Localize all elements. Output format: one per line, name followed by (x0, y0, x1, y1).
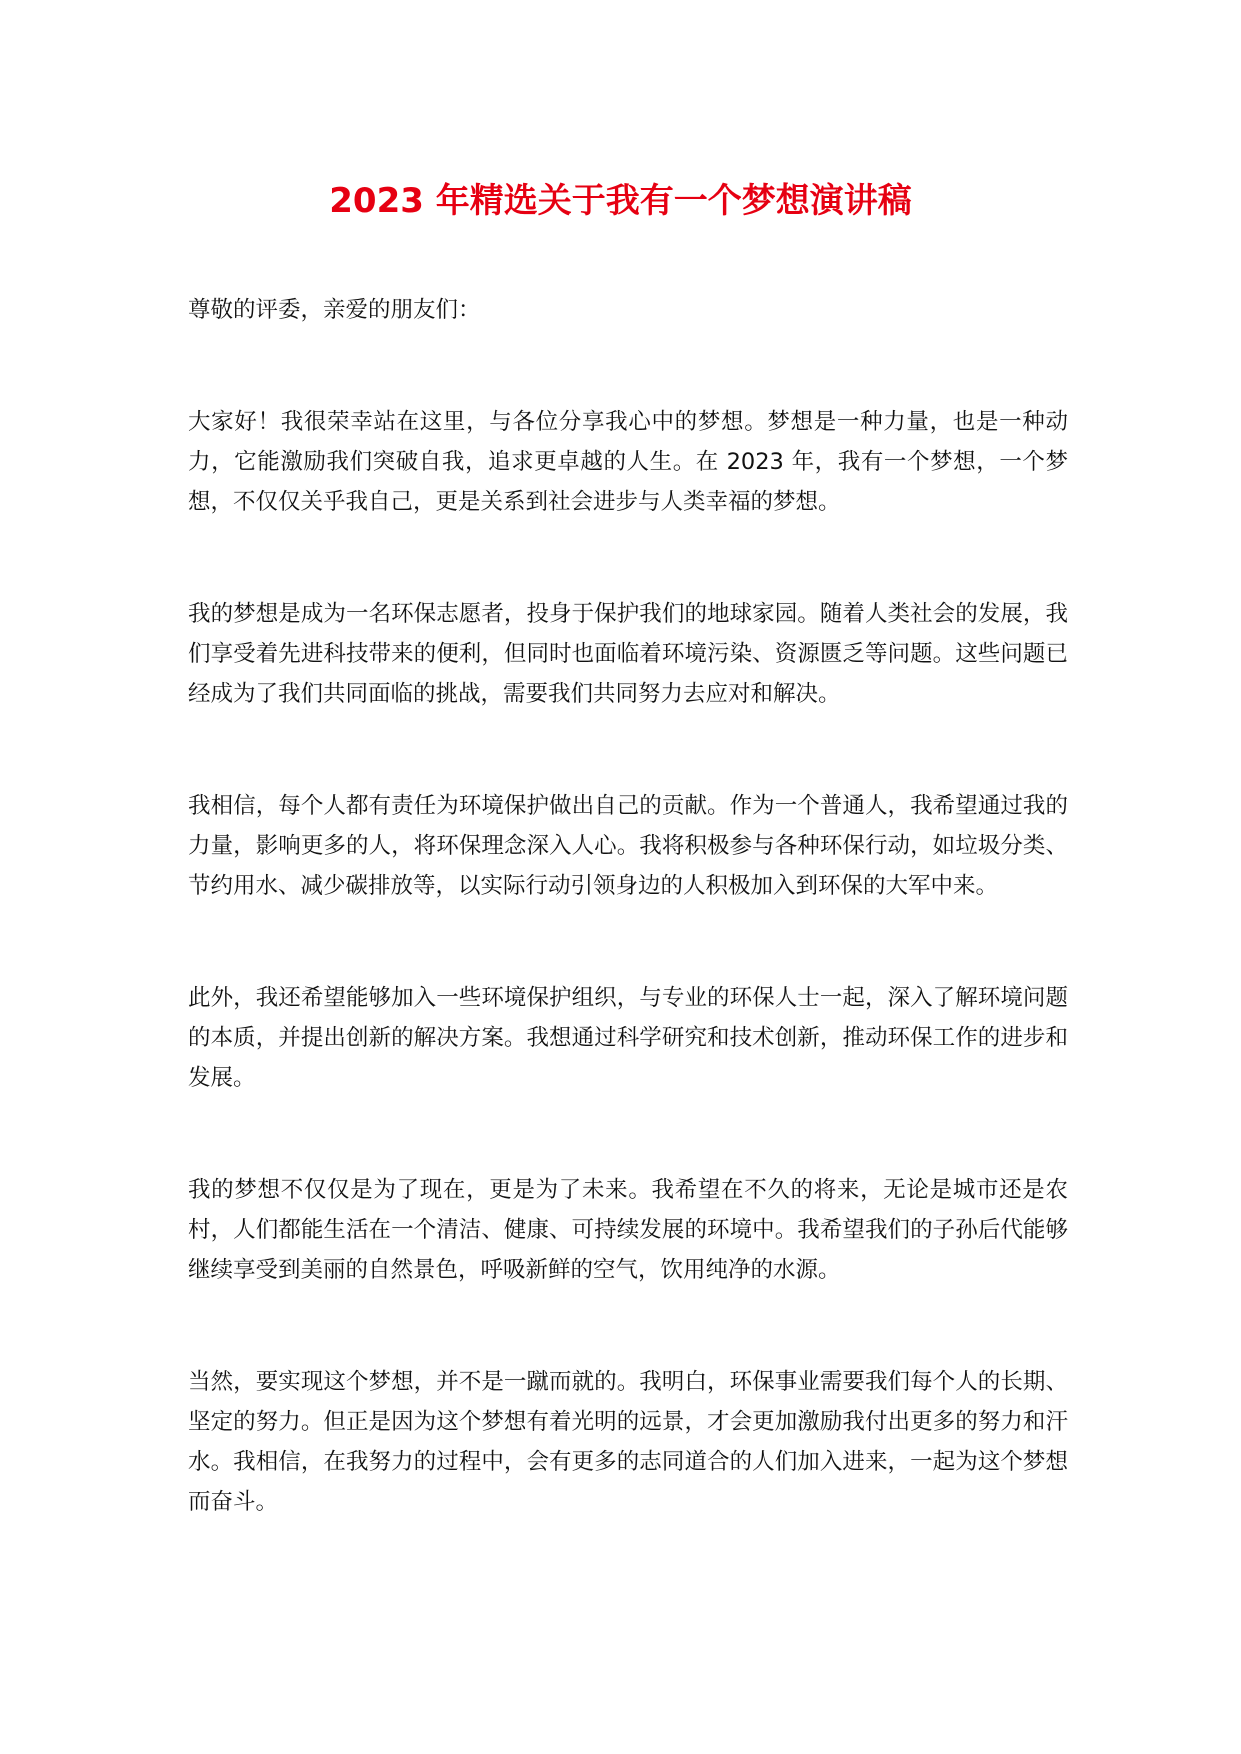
paragraph-1: 大家好！我很荣幸站在这里，与各位分享我心中的梦想。梦想是一种力量，也是一种动力，它能激励我们突破自我，追求更卓越的人生。在 2023 年，我有一个梦想，一个梦想，不仅仅关乎我自己，更是关系到社会进步与人类幸福的梦想。 (188, 409, 1068, 515)
paragraph-5: 我的梦想不仅仅是为了现在，更是为了未来。我希望在不久的将来，无论是城市还是农村，人们都能生活在一个清洁、健康、可持续发展的环境中。我希望我们的子孙后代能够继续享受到美丽的自然景色，呼吸新鲜的空气，饮用纯净的水源。 (188, 1177, 1068, 1283)
document-body (188, 290, 1068, 1594)
greeting: 尊敬的评委，亲爱的朋友们： (188, 297, 481, 323)
paragraph-2: 我的梦想是成为一名环保志愿者，投身于保护我们的地球家园。随着人类社会的发展，我们享受着先进科技带来的便利，但同时也面临着环境污染、资源匮乏等问题。这些问题已经成为了我们共同面临的挑战，需要我们共同努力去应对和解决。 (188, 601, 1068, 707)
paragraph-3: 我相信，每个人都有责任为环境保护做出自己的贡献。作为一个普通人，我希望通过我的力量，影响更多的人，将环保理念深入人心。我将积极参与各种环保行动，如垃圾分类、节约用水、减少碳排放等，以实际行动引领身边的人积极加入到环保的大军中来。 (188, 793, 1068, 899)
paragraph-6: 当然，要实现这个梦想，并不是一蹴而就的。我明白，环保事业需要我们每个人的长期、坚定的努力。但正是因为这个梦想有着光明的远景，才会更加激励我付出更多的努力和汗水。我相信，在我努力的过程中，会有更多的志同道合的人们加入进来，一起为这个梦想而奋斗。 (188, 1369, 1068, 1515)
paragraph-4: 此外，我还希望能够加入一些环境保护组织，与专业的环保人士一起，深入了解环境问题的本质，并提出创新的解决方案。我想通过科学研究和技术创新，推动环保工作的进步和发展。 (188, 985, 1068, 1091)
document-title: 2023 年精选关于我有一个梦想演讲稿 (329, 181, 912, 221)
